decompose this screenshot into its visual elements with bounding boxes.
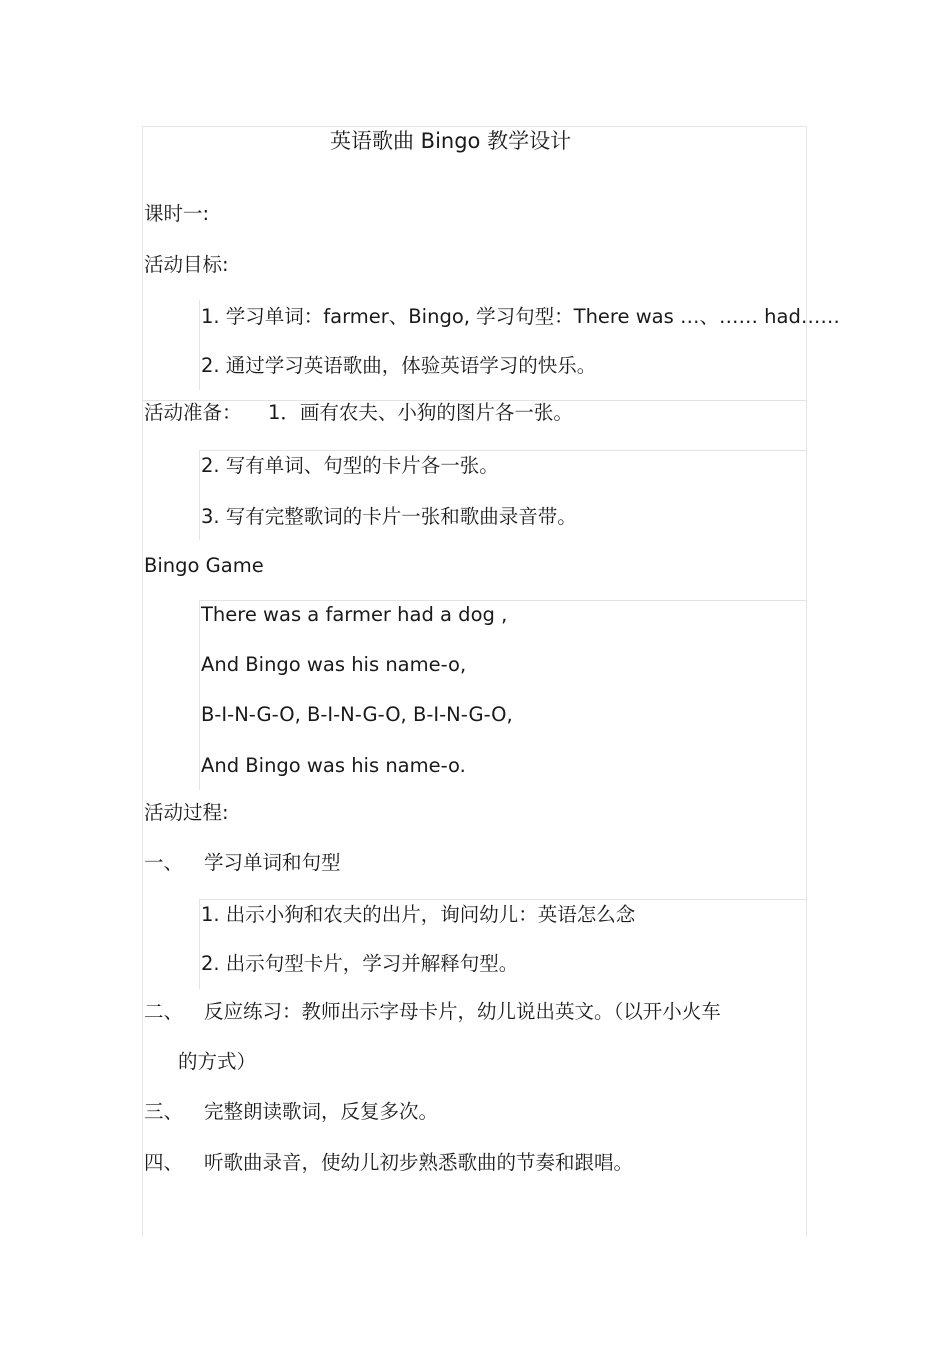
frame-inner-left bbox=[199, 600, 200, 790]
frame-inner-left bbox=[199, 450, 200, 540]
objective-item: 1. 学习单词：farmer、Bingo, 学习句型：There was …、…… had…… bbox=[201, 305, 840, 328]
frame-inner-left bbox=[199, 300, 200, 390]
process-heading: 活动过程: bbox=[144, 801, 229, 824]
lyric-line: B-I-N-G-O, B-I-N-G-O, B-I-N-G-O, bbox=[201, 703, 513, 726]
preparation-item: 3. 写有完整歌词的卡片一张和歌曲录音带。 bbox=[201, 505, 577, 528]
lyric-line: And Bingo was his name-o, bbox=[201, 653, 467, 676]
game-heading: Bingo Game bbox=[144, 554, 264, 577]
frame-left-border bbox=[142, 126, 143, 1236]
preparation-item: 1．画有农夫、小狗的图片各一张。 bbox=[268, 401, 573, 424]
lesson-label: 课时一: bbox=[144, 202, 210, 225]
objective-item: 2. 通过学习英语歌曲，体验英语学习的快乐。 bbox=[201, 354, 597, 377]
step-text-continuation: 的方式） bbox=[178, 1050, 257, 1073]
objectives-heading: 活动目标: bbox=[144, 253, 229, 276]
step-marker: 二、 bbox=[144, 1000, 184, 1023]
step-marker: 四、 bbox=[144, 1151, 184, 1174]
step-marker: 一、 bbox=[144, 851, 184, 874]
preparation-item: 2. 写有单词、句型的卡片各一张。 bbox=[201, 454, 499, 477]
step-text: 学习单词和句型 bbox=[204, 851, 341, 874]
preparation-heading: 活动准备： bbox=[144, 401, 242, 424]
lyric-line: There was a farmer had a dog , bbox=[201, 603, 508, 626]
frame-rule bbox=[199, 899, 807, 900]
step-sub-item: 1. 出示小狗和农夫的出片，询问幼儿：英语怎么念 bbox=[201, 903, 636, 926]
frame-rule bbox=[199, 600, 807, 601]
step-text: 听歌曲录音，使幼儿初步熟悉歌曲的节奏和跟唱。 bbox=[204, 1151, 634, 1174]
lyric-line: And Bingo was his name-o. bbox=[201, 754, 466, 777]
step-text: 完整朗读歌词，反复多次。 bbox=[204, 1100, 439, 1123]
frame-top-border bbox=[142, 126, 807, 127]
step-marker: 三、 bbox=[144, 1100, 184, 1123]
step-sub-item: 2. 出示句型卡片，学习并解释句型。 bbox=[201, 952, 519, 975]
document-title: 英语歌曲 Bingo 教学设计 bbox=[330, 129, 572, 153]
frame-inner-left bbox=[199, 899, 200, 989]
step-text: 反应练习：教师出示字母卡片，幼儿说出英文。（以开小火车 bbox=[204, 1000, 721, 1023]
frame-rule bbox=[199, 450, 807, 451]
frame-right-border bbox=[806, 126, 807, 1236]
